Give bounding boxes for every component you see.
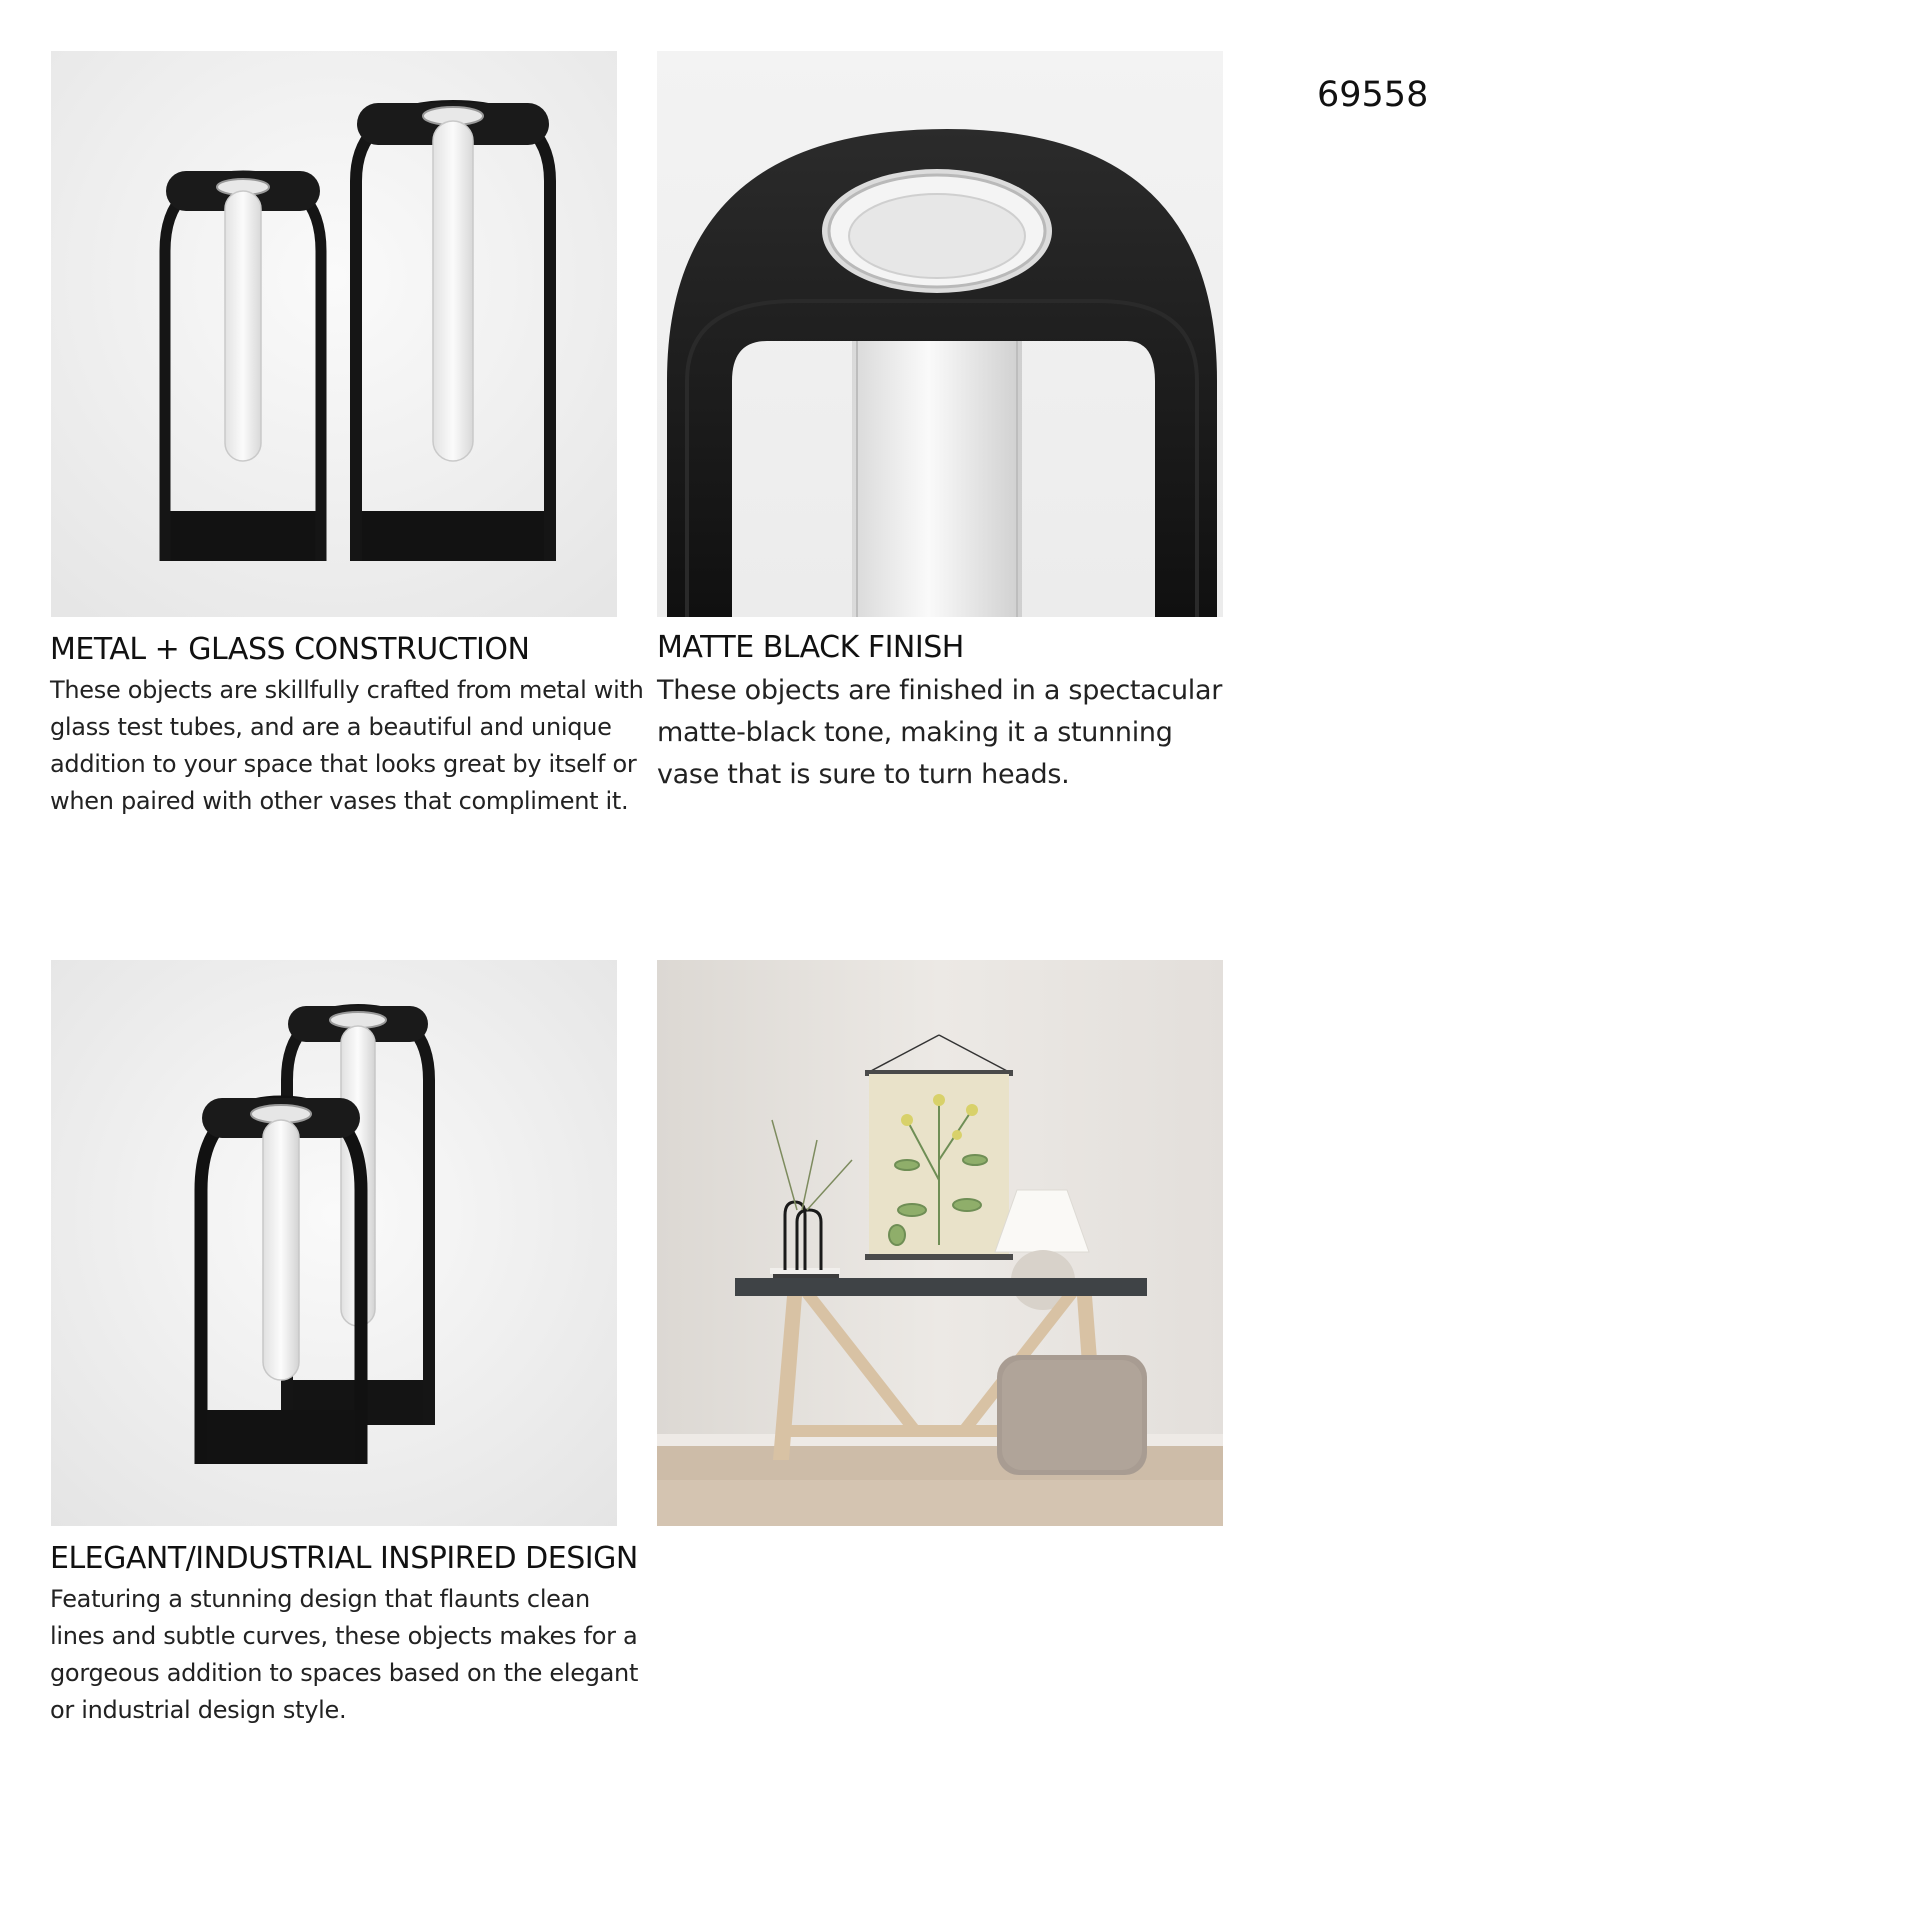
lifestyle-room-photo [657, 960, 1223, 1526]
product-photo-front-pair [51, 51, 617, 617]
product-photo-angled-pair [51, 960, 617, 1526]
product-photo-closeup [657, 51, 1223, 617]
section-body: Featuring a stunning design that flaunts clean lines and subtle curves, these objects makes for a gorgeous addition to spaces based on the elegant or industrial design style. [50, 1585, 639, 1724]
section-design [50, 1541, 650, 1729]
section-finish [657, 630, 1227, 796]
section-body: These objects are finished in a spectacular matte-black tone, making it a stunning vase that is sure to turn heads. [657, 675, 1223, 790]
section-construction [50, 632, 645, 820]
section-heading: MATTE BLACK FINISH [657, 630, 964, 665]
section-heading: ELEGANT/INDUSTRIAL INSPIRED DESIGN [50, 1541, 638, 1576]
section-heading: METAL + GLASS CONSTRUCTION [50, 632, 530, 667]
section-body: These objects are skillfully crafted from metal with glass test tubes, and are a beautiful and unique addition to your space that looks great by itself or when paired with other vases that compliment it. [50, 676, 644, 815]
product-sku: 69558 [1317, 75, 1429, 115]
